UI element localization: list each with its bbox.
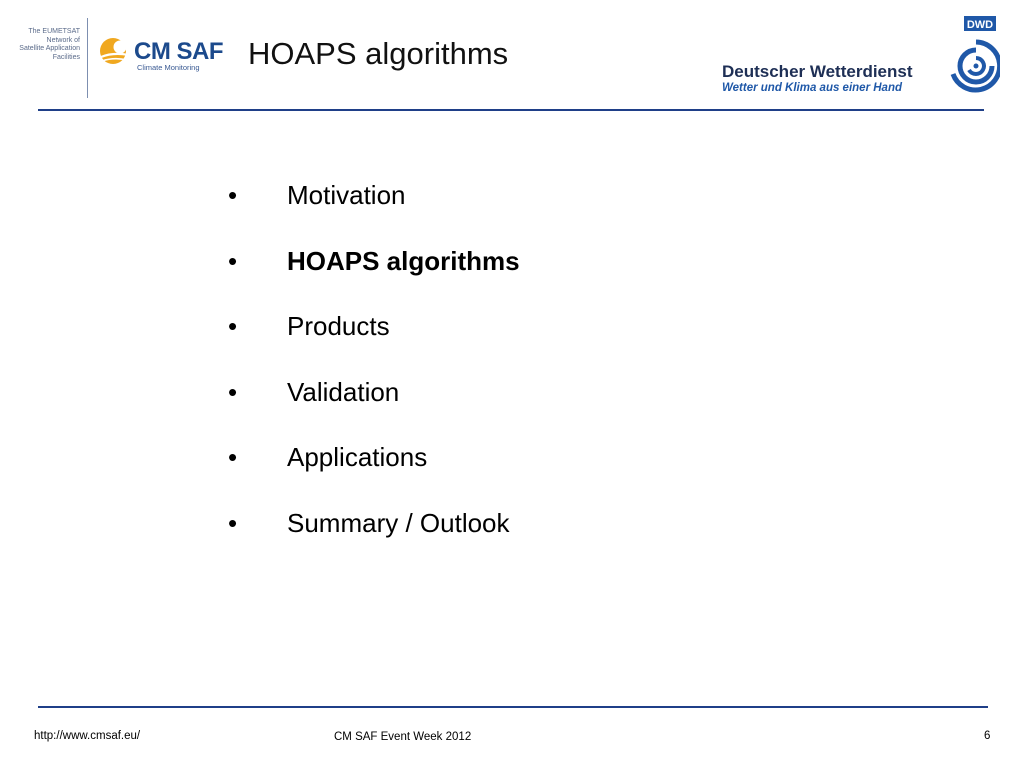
agenda-item-label: Summary / Outlook (287, 507, 510, 538)
footer-url-link[interactable]: http://www.cmsaf.eu/ (34, 730, 141, 742)
header-divider (87, 18, 88, 98)
cmsaf-wordmark: CM SAF (134, 38, 223, 65)
bullet-dot: • (228, 507, 238, 538)
network-line-4: Facilities (52, 53, 80, 61)
eumetsat-network-text (14, 28, 80, 62)
page-number: 6 (984, 730, 991, 742)
footer-rule (38, 706, 988, 708)
agenda-item-label: Applications (287, 442, 428, 472)
dwd-logo-icon (944, 16, 1000, 96)
slide-title: HOAPS algorithms (248, 36, 509, 71)
bullet-dot: • (228, 442, 238, 472)
agenda-item-label-active: HOAPS algorithms (287, 245, 520, 276)
footer-event-name: CM SAF Event Week 2012 (334, 731, 472, 743)
network-line-2: Network of (46, 36, 80, 44)
dwd-name: Deutscher Wetterdienst (722, 62, 913, 81)
dwd-badge-text: DWD (966, 19, 994, 31)
agenda-item-label: Motivation (287, 180, 406, 210)
network-line-3: Satellite Application (19, 45, 80, 52)
bullet-dot: • (228, 180, 238, 210)
dwd-tagline: Wetter und Klima aus einer Hand (722, 82, 902, 94)
cmsaf-sun-icon (96, 33, 132, 69)
cmsaf-subtitle: Climate Monitoring (137, 63, 200, 72)
bullet-dot: • (228, 245, 238, 276)
agenda-item-label: Validation (287, 376, 400, 407)
header-rule (38, 109, 984, 111)
bullet-dot: • (228, 376, 238, 407)
network-line-1: The EUMETSAT (28, 28, 80, 35)
cmsaf-logo (96, 33, 236, 75)
agenda-item-label: Products (287, 311, 390, 341)
bullet-dot: • (228, 311, 238, 341)
